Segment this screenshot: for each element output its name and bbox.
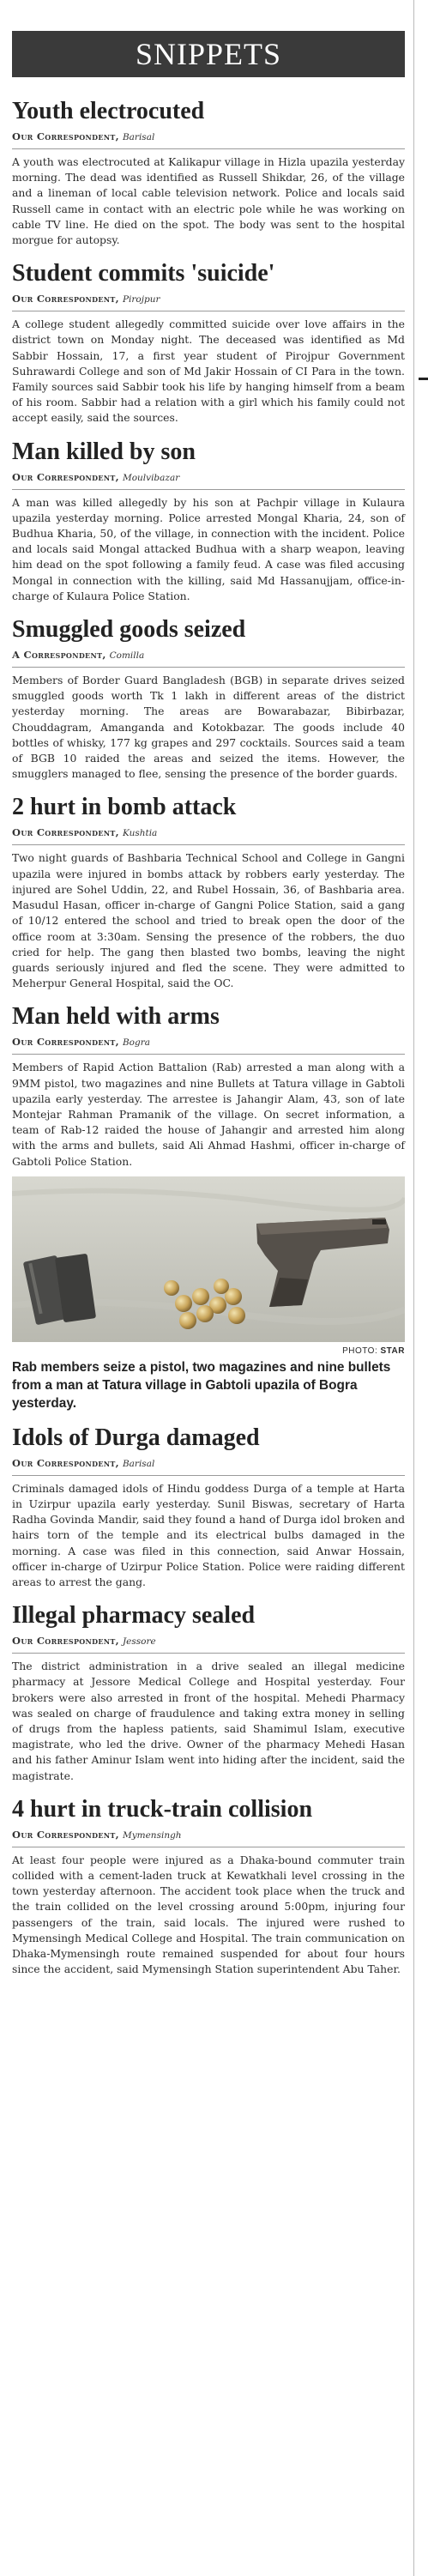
byline-location: Comilla	[109, 650, 145, 662]
story-byline	[12, 130, 405, 149]
story-headline: 2 hurt in bomb attack	[12, 794, 237, 821]
story-man-held-with-arms	[12, 1003, 405, 1412]
story-byline	[12, 470, 405, 490]
byline-author: Our Correspondent,	[12, 1036, 119, 1049]
byline-location: Barisal	[122, 1458, 155, 1469]
story-youth-electrocuted	[12, 98, 405, 248]
byline-location: Barisal	[122, 132, 155, 142]
story-byline	[12, 825, 405, 845]
story-column	[12, 98, 405, 1989]
section-title: SNIPPETS	[135, 37, 282, 71]
story-headline: Smuggled goods seized	[12, 616, 246, 644]
story-truck-train-collision	[12, 1796, 405, 1978]
story-headline: Illegal pharmacy sealed	[12, 1602, 256, 1630]
story-byline	[12, 1456, 405, 1476]
byline-author: Our Correspondent,	[12, 1635, 119, 1648]
byline-author: Our Correspondent,	[12, 470, 119, 483]
story-body: Members of Border Guard Bangladesh (BGB) in separate drives seized smuggled goods worth Tk 1 lakh in different areas of the district yesterday morning. The areas are Bowarabazar, Bibirbazar, Chouddagram, Amanganda and Kotokbazar. The goods include 40 bottles of whisky, 177 kg grapes and 297 cocktails. Sources said a team of BGB 10 raided the areas and seized the items. However, the smugglers managed to flee, sensing the presence of the border guards.	[12, 674, 405, 781]
story-byline	[12, 292, 405, 311]
column-divider	[413, 0, 414, 2576]
adjacent-column-edge	[419, 0, 428, 2576]
story-byline	[12, 1035, 405, 1055]
photo-caption: Rab members seize a pistol, two magazines and nine bullets from a man at Tatura village in Gabtoli upazila of Bogra yesterday.	[12, 1359, 391, 1411]
story-byline	[12, 1828, 405, 1847]
story-body: A man was killed allegedly by his son at Pachpir village in Kulaura upazila yesterday morning. Police arrested Mongal Kharia, 24, son of Budhua Kharia, 50, of the village, in connection with the incident. Police and locals said Mongal attacked Budhua with a sharp weapon, leaving him dead on the spot following a family feud. A case was filed accusing Mongal in connection with the killing, said Md Hassanujjam, office-in-charge of Kulaura Police Station.	[12, 495, 405, 602]
byline-author: Our Correspondent,	[12, 1828, 119, 1841]
story-byline	[12, 1634, 405, 1654]
photo-credit-prefix: PHOTO:	[342, 1345, 378, 1356]
story-body: A college student allegedly committed suicide over love affairs in the district town on Monday night. The deceased was identified as Md Sabbir Hossain, 17, a first year student of Pirojpur Government Suhrawardi College and son of Md Jakir Hossain of CI Para in the town. Family sources said Sabbir took his life by hanging himself from a beam of his room. Sabbir had a relation with a girl which his family could not accept easily, said the sources.	[12, 317, 405, 425]
section-banner	[12, 31, 405, 77]
byline-author: A Correspondent,	[12, 649, 106, 662]
story-man-killed-by-son	[12, 438, 405, 604]
story-headline: Man killed by son	[12, 438, 196, 465]
story-body: Criminals damaged idols of Hindu goddess Durga of a temple at Harta in Uzirpur upazila early yesterday. Sunil Biswas, secretary of Harta Radha Govinda Mandir, said they found a hand of Durga idol broken and hairs torn of the temple and its electrical bulbs damaged in the morning. A case was filed in this connection, said Anwar Hossain, officer in-charge of Uzirpur Police Station. Police were raiding different areas to arrest the gang.	[12, 1481, 405, 1588]
byline-author: Our Correspondent,	[12, 1456, 119, 1469]
byline-author: Our Correspondent,	[12, 826, 119, 839]
adjacent-rule	[419, 378, 428, 380]
byline-location: Kushtia	[122, 828, 158, 839]
story-body: At least four people were injured as a Dhaka-bound commuter train collided with a cement-laden truck at Kewatkhali level crossing in the town yesterday afternoon. The accident took place when the truck and the train collided on the level crossing around 5:00pm, injuring four passengers of the train, said locals. The injured were rushed to Mymensingh Medical College and Hospital. The train communication on Dhaka-Mymensingh route remained suspended for about four hours since the accident, said Mymensingh Station superintendent Abu Taher.	[12, 1853, 405, 1976]
seized-arms-illustration	[12, 1176, 405, 1342]
byline-author: Our Correspondent,	[12, 293, 119, 305]
story-headline: Student commits 'suicide'	[12, 260, 275, 287]
photo-credit-source: STAR	[380, 1345, 405, 1356]
story-idols-damaged	[12, 1424, 405, 1590]
story-body: Members of Rapid Action Battalion (Rab) arrested a man along with a 9MM pistol, two magazines and nine Bullets at Tatura village in Gabtoli upazila early yesterday. The arrestee is Jahangir Alam, 43, son of late Montejar Rahman Pramanik of the village. On secret information, a team of Rab-12 raided the house of Jahangir and arrested him along with the arms and bullets, said Ali Ahmad Hashmi, officer in-charge of Gabtoli Police Station.	[12, 1061, 405, 1168]
story-body: Two night guards of Bashbaria Technical School and College in Gangni upazila were injured in bombs attack by robbers early yesterday. The injured are Sohel Uddin, 22, and Rubel Hossain, 36, of Bashbaria area. Masudul Hasan, officer in-charge of Gangni Police Station, said a gang of 10/12 entered the school and tried to break open the door of the office room at 3:30am. Sensing the presence of the robbers, the duo cried for help. The gang then blasted two bombs, leaving the night guards seriously injured and fled the scene. They were admitted to Meherpur General Hospital, said the OC.	[12, 851, 405, 990]
story-headline: Idols of Durga damaged	[12, 1424, 260, 1451]
byline-author: Our Correspondent,	[12, 130, 119, 142]
byline-location: Jessore	[122, 1636, 156, 1648]
story-student-suicide	[12, 260, 405, 426]
byline-location: Pirojpur	[122, 294, 160, 305]
story-body: The district administration in a drive sealed an illegal medicine pharmacy at Jessore Medical College and Hospital yesterday. Four brokers were also arrested in front of the hospital. Mehedi Pharmacy was sealed on charge of fraudulence and taking extra money in selling of drugs from the hapless patients, said Shamimul Islam, executive magistrate, who led the drive. Owner of the pharmacy Mehedi Hasan and his father Aminur Islam went into hiding after the incident, said the magistrate.	[12, 1660, 405, 1782]
story-body: A youth was electrocuted at Kalikapur village in Hizla upazila yesterday morning. The dead was identified as Russell Shikdar, 26, of the village and a lineman of local cable television network. Police and locals said Russell came in contact with an electric pole while he was working on cable TV line. He died on the spot. The body was sent to the hospital morgue for autopsy.	[12, 155, 405, 247]
story-smuggled-goods	[12, 616, 405, 782]
byline-location: Mymensingh	[122, 1829, 182, 1841]
byline-location: Bogra	[122, 1037, 150, 1049]
story-headline: Youth electrocuted	[12, 98, 205, 124]
news-photo	[12, 1176, 405, 1342]
photo-credit	[12, 1346, 405, 1356]
story-headline: 4 hurt in truck-train collision	[12, 1795, 313, 1823]
story-byline	[12, 648, 405, 668]
byline-location: Moulvibazar	[122, 472, 180, 483]
story-headline: Man held with arms	[12, 1003, 220, 1031]
story-bomb-attack	[12, 794, 405, 991]
story-pharmacy-sealed	[12, 1602, 405, 1784]
